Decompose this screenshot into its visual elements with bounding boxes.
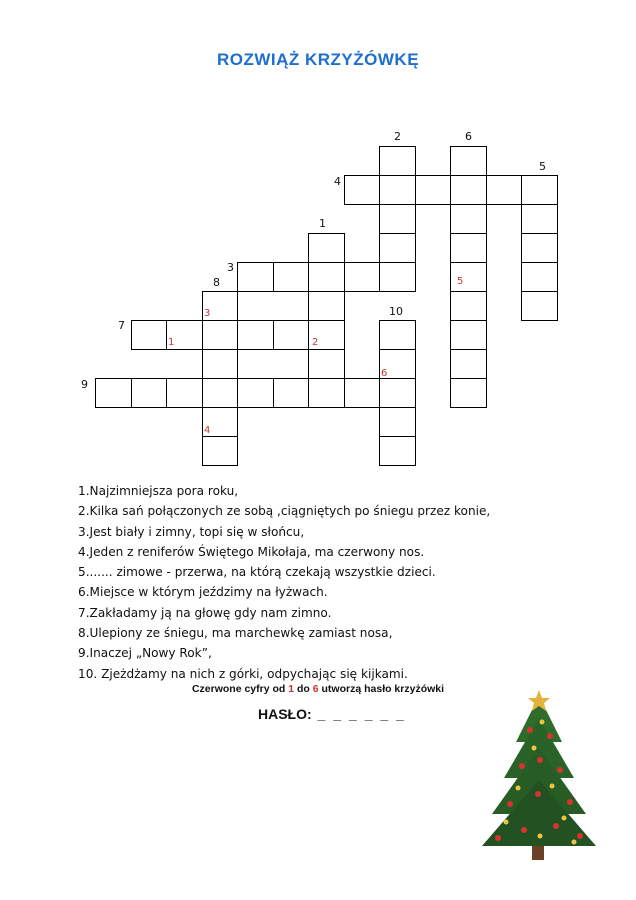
crossword-cell[interactable]: [450, 233, 487, 263]
clue-number-label: 9: [81, 378, 88, 391]
clue-list: [78, 481, 618, 684]
clue-number-label: 10: [389, 305, 403, 318]
crossword-cell[interactable]: [521, 233, 558, 263]
crossword-cell[interactable]: [521, 262, 558, 292]
clue-number-label: 6: [465, 130, 472, 143]
crossword-cell[interactable]: [131, 378, 168, 408]
crossword-cell[interactable]: [450, 204, 487, 234]
crossword-cell[interactable]: [237, 378, 274, 408]
crossword-cell[interactable]: [379, 262, 416, 292]
password-line: [258, 706, 406, 722]
crossword-cell[interactable]: [308, 378, 345, 408]
clue-number-label: 5: [539, 160, 546, 173]
crossword-cell[interactable]: [308, 349, 345, 379]
clue-item: 8.Ulepiony ze śniegu, ma marchewkę zamiast nosa,: [78, 626, 393, 641]
crossword-cell[interactable]: [273, 320, 310, 350]
clue-number-label: 1: [319, 217, 326, 230]
crossword-cell[interactable]: [450, 320, 487, 350]
crossword-cell[interactable]: [379, 146, 416, 176]
note-text: utworzą hasło krzyżówki: [318, 683, 445, 695]
clue-item: 1.Najzimniejsza pora roku,: [78, 484, 239, 498]
clue-item: 4.Jeden z reniferów Świętego Mikołaja, ma czerwony nos.: [78, 544, 425, 559]
password-blanks: _ _ _ _ _ _: [317, 706, 406, 722]
clue-number-label: 2: [394, 130, 401, 143]
crossword-cell[interactable]: [202, 349, 239, 379]
password-letter-marker: 6: [381, 368, 388, 379]
clue-number-label: 8: [213, 276, 220, 289]
crossword-cell[interactable]: [344, 262, 381, 292]
crossword-cell[interactable]: [379, 407, 416, 437]
crossword-cell[interactable]: [521, 175, 558, 205]
crossword-cell[interactable]: [308, 262, 345, 292]
password-label: HASŁO:: [258, 706, 312, 722]
crossword-cell[interactable]: [166, 378, 203, 408]
crossword-cell[interactable]: [273, 378, 310, 408]
clue-item: 5....... zimowe - przerwa, na którą czekają wszystkie dzieci.: [78, 565, 436, 580]
crossword-cell[interactable]: [521, 204, 558, 234]
crossword-cell[interactable]: [379, 175, 416, 205]
crossword-cell[interactable]: [308, 291, 345, 321]
note-number-start: 1: [288, 683, 295, 695]
crossword-cell[interactable]: [379, 436, 416, 466]
crossword-cell[interactable]: [450, 175, 487, 205]
crossword-cell[interactable]: [450, 349, 487, 379]
crossword-cell[interactable]: [379, 204, 416, 234]
password-letter-marker: 1: [168, 337, 175, 348]
crossword-cell[interactable]: [308, 233, 345, 263]
crossword-cell[interactable]: [344, 175, 381, 205]
crossword-cell[interactable]: [450, 378, 487, 408]
crossword-cell[interactable]: [131, 320, 168, 350]
christmas-tree-icon: [478, 690, 600, 862]
crossword-cell[interactable]: [450, 146, 487, 176]
password-letter-marker: 3: [204, 308, 211, 319]
crossword-cell[interactable]: [450, 262, 487, 292]
clue-number-label: 7: [118, 319, 125, 332]
crossword-cell[interactable]: [415, 175, 452, 205]
note-text: Czerwone cyfry od: [191, 683, 289, 695]
clue-number-label: 3: [227, 261, 234, 274]
note-text: do: [294, 683, 313, 695]
crossword-cell[interactable]: [202, 320, 239, 350]
crossword-cell[interactable]: [379, 320, 416, 350]
password-letter-marker: 4: [204, 425, 211, 436]
crossword-cell[interactable]: [344, 378, 381, 408]
clue-item: 3.Jest biały i zimny, topi się w słońcu,: [78, 524, 305, 539]
clue-item: 2.Kilka sań połączonych ze sobą ,ciągniętych po śniegu przez konie,: [78, 504, 491, 519]
crossword-cell[interactable]: [521, 291, 558, 321]
crossword-cell[interactable]: [202, 436, 239, 466]
crossword-cell[interactable]: [95, 378, 132, 408]
crossword-cell[interactable]: [379, 233, 416, 263]
password-letter-marker: 5: [457, 276, 464, 287]
crossword-cell[interactable]: [450, 291, 487, 321]
crossword-cell[interactable]: [237, 262, 274, 292]
crossword-cell[interactable]: [202, 378, 239, 408]
clue-number-label: 4: [334, 175, 341, 188]
password-letter-marker: 2: [312, 337, 319, 348]
clue-item: 7.Zakładamy ją na głowę gdy nam zimno.: [78, 605, 332, 620]
clue-item: 10. Zjeżdżamy na nich z górki, odpychając się kijkami.: [78, 666, 408, 681]
crossword-cell[interactable]: [486, 175, 523, 205]
clue-item: 6.Miejsce w którym jeździmy na łyżwach.: [78, 585, 328, 600]
crossword-cell[interactable]: [237, 320, 274, 350]
clue-item: 9.Inaczej „Nowy Rok”,: [78, 646, 212, 661]
page-title: ROZWIĄŻ KRZYŻÓWKĘ: [216, 50, 420, 69]
crossword-cell[interactable]: [273, 262, 310, 292]
note-number-end: 6: [312, 683, 319, 695]
crossword-cell[interactable]: [379, 378, 416, 408]
